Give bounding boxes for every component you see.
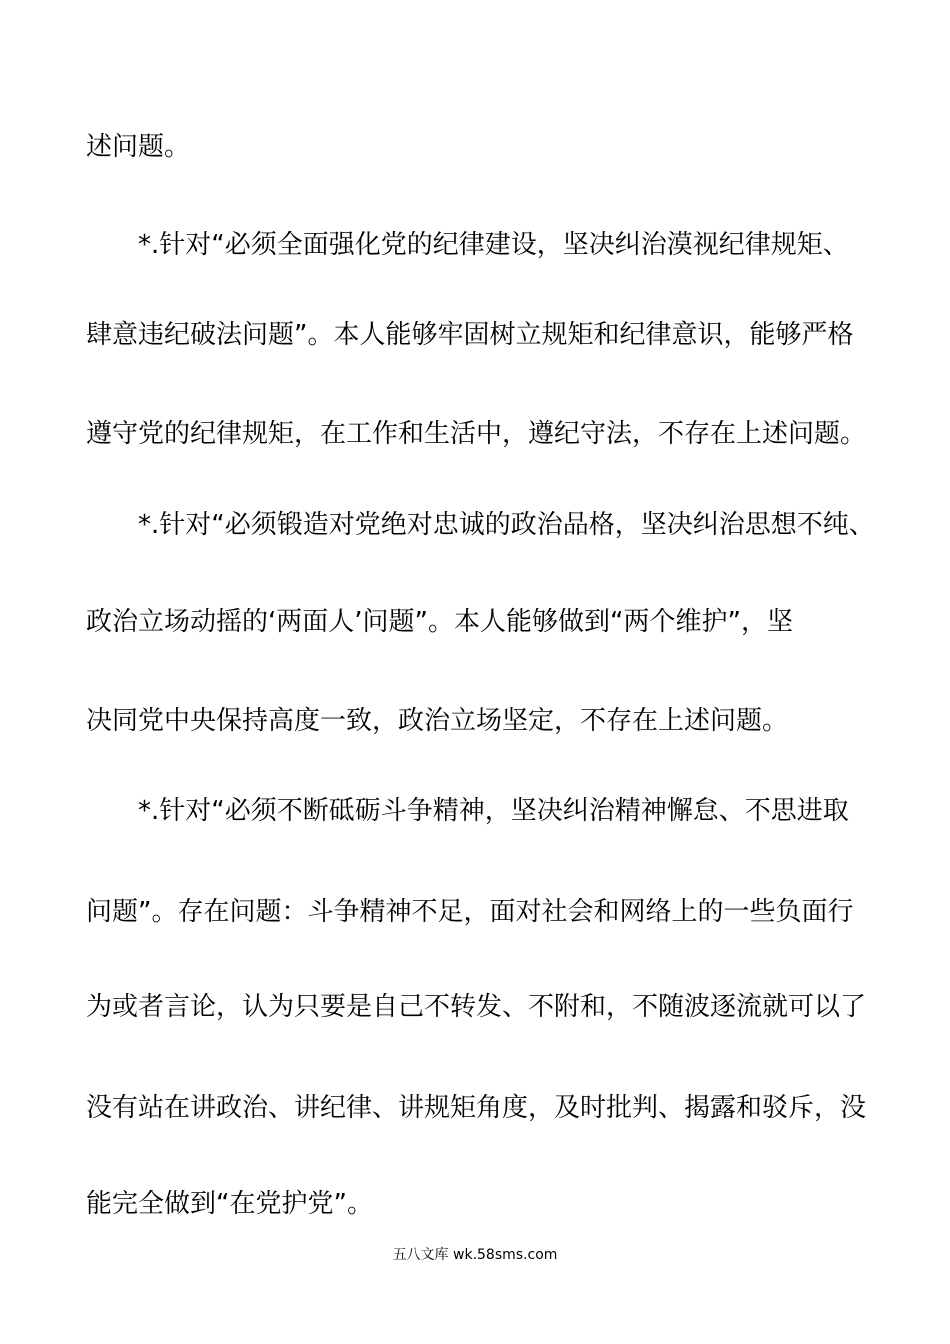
text-line-8: *.针对“必须不断砥砺斗争精神，坚决纠治精神懈怠、不思进取 — [138, 796, 849, 826]
text-line-9: 问题”。存在问题：斗争精神不足，面对社会和网络上的一些负面行 — [86, 897, 854, 927]
page-footer-watermark: 五八文库 wk.58sms.com — [392, 1247, 558, 1263]
text-line-4: 遵守党的纪律规矩，在工作和生活中，遵纪守法，不存在上述问题。 — [86, 419, 867, 449]
text-line-10: 为或者言论，认为只要是自己不转发、不附和，不随波逐流就可以了 — [86, 992, 867, 1022]
text-line-5: *.针对“必须锻造对党绝对忠诚的政治品格，坚决纠治思想不纯、 — [138, 510, 875, 540]
text-line-7: 决同党中央保持高度一致，政治立场坚定，不存在上述问题。 — [86, 706, 789, 736]
text-line-2: *.针对“必须全面强化党的纪律建设，坚决纠治漠视纪律规矩、 — [138, 230, 849, 260]
text-line-12: 能完全做到“在党护党”。 — [86, 1189, 373, 1219]
text-line-1: 述问题。 — [86, 132, 191, 162]
text-line-6: 政治立场动摇的‘两面人’问题”。本人能够做到“两个维护”，坚 — [86, 607, 793, 637]
text-line-3: 肆意违纪破法问题”。本人能够牢固树立规矩和纪律意识，能够严格 — [86, 320, 854, 350]
text-line-11: 没有站在讲政治、讲纪律、讲规矩角度，及时批判、揭露和驳斥，没 — [86, 1093, 867, 1123]
